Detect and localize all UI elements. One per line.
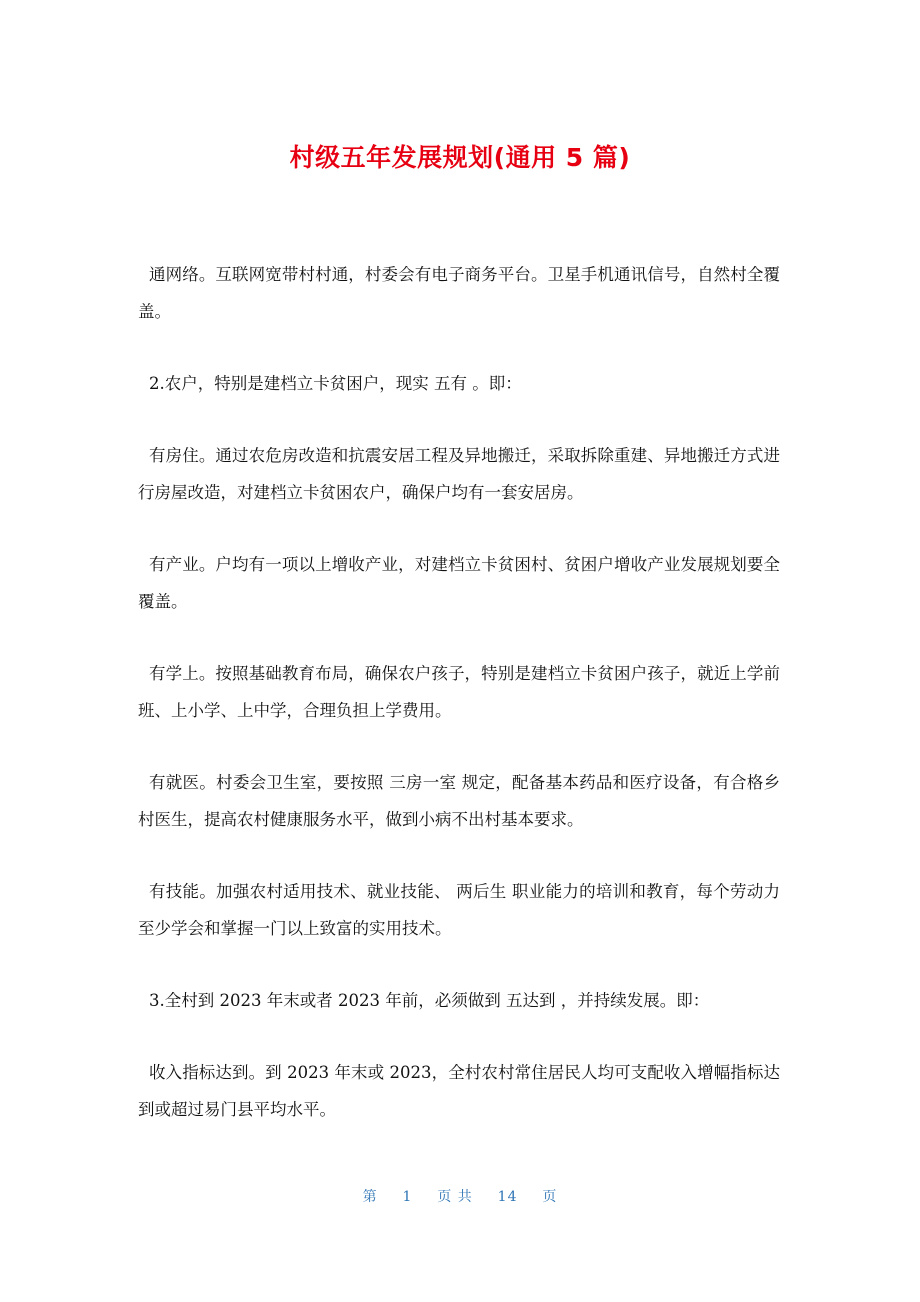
footer-suffix: 页 <box>542 1189 558 1205</box>
paragraph-housing: 有房住。通过农危房改造和抗震安居工程及异地搬迁，采取拆除重建、异地搬迁方式进行房屋改造，对建档立卡贫困农户，确保户均有一套安居房。 <box>138 446 780 502</box>
paragraph-households: 2.农户，特别是建档立卡贫困户，现实 五有 。即： <box>149 374 522 393</box>
paragraph-education: 有学上。按照基础教育布局，确保农户孩子，特别是建档立卡贫困户孩子，就近上学前班、上小学、上中学，合理负担上学费用。 <box>138 664 780 720</box>
paragraph-network: 通网络。互联网宽带村村通，村委会有电子商务平台。卫星手机通讯信号，自然村全覆盖。 <box>138 265 780 321</box>
paragraph-medical: 有就医。村委会卫生室，要按照 三房一室 规定，配备基本药品和医疗设备，有合格乡村医生，提高农村健康服务水平，做到小病不出村基本要求。 <box>138 773 780 829</box>
page-footer <box>0 1186 920 1206</box>
document-body <box>138 256 780 1163</box>
paragraph-industry: 有产业。户均有一项以上增收产业，对建档立卡贫困村、贫困户增收产业发展规划要全覆盖。 <box>138 555 780 611</box>
total-pages-number: 14 <box>497 1189 518 1205</box>
paragraph-village-goals: 3.全村到 2023 年末或者 2023 年前，必须做到 五达到 ，并持续发展。即： <box>149 991 710 1010</box>
footer-middle: 页 共 <box>437 1189 473 1205</box>
paragraph-income: 收入指标达到。到 2023 年末或 2023，全村农村常住居民人均可支配收入增幅指标达到或超过易门县平均水平。 <box>138 1063 780 1119</box>
document-title: 村级五年发展规划(通用 5 篇) <box>289 143 631 172</box>
current-page-number: 1 <box>402 1189 413 1205</box>
paragraph-skills: 有技能。加强农村适用技术、就业技能、 两后生 职业能力的培训和教育，每个劳动力至少学会和掌握一门以上致富的实用技术。 <box>138 882 780 938</box>
footer-prefix: 第 <box>362 1189 378 1205</box>
